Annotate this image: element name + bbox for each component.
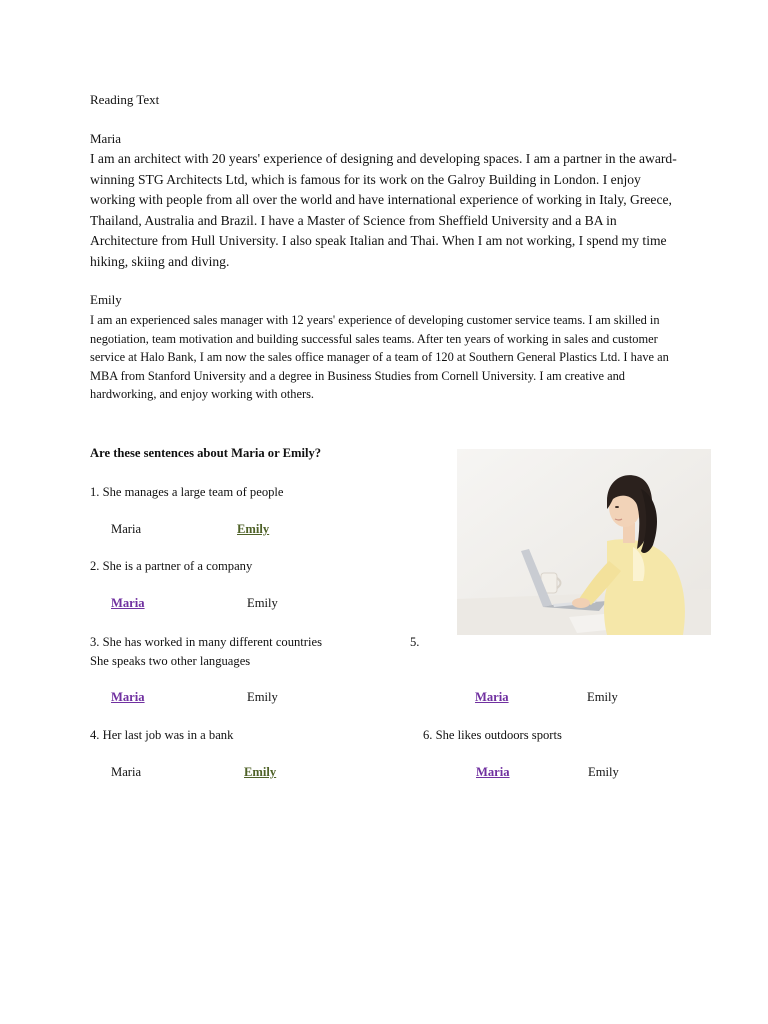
question-5-number: 5. bbox=[410, 635, 420, 649]
emily-paragraph: I am an experienced sales manager with 12 years' experience of developing customer service teams. I am skilled in negotiation, team motivation and building successful sales teams. After ten years of working in sales and customer service at Halo Bank, I am now the sales office manager of a team of 120 at Southern General Plastics Ltd. I have an MBA from Stanford University and a degree in Business Studies from Cornell University. I am creative and hardworking, and enjoy working with others. bbox=[90, 313, 669, 402]
q5-option-emily: Emily bbox=[587, 690, 618, 704]
q2-option-maria-answer: Maria bbox=[111, 596, 145, 610]
q1-option-emily-answer: Emily bbox=[237, 522, 270, 536]
q3-option-maria-answer: Maria bbox=[111, 690, 145, 704]
question-4: 4. Her last job was in a bank bbox=[90, 728, 234, 742]
woman-at-laptop-photo bbox=[457, 449, 711, 635]
q2-option-emily: Emily bbox=[247, 596, 278, 610]
question-1: 1. She manages a large team of people bbox=[90, 485, 284, 499]
question-5: She speaks two other languages bbox=[90, 654, 251, 668]
q6-option-maria-answer: Maria bbox=[476, 765, 510, 779]
woman-at-laptop-icon bbox=[457, 449, 711, 635]
maria-paragraph: I am an architect with 20 years' experience of designing and developing spaces. I am a partner in the award-winning STG Architects Ltd, which is famous for its work on the Galroy Building in London. I enjoy working with people from all over the world and have international experience of working in Italy, Greece, Thailand, Australia and Brazil. I have a Master of Science from Sheffield University and a BA in Architecture from Hull University. I also speak Italian and Thai. When I am not working, I spend my time hiking, skiing and diving. bbox=[90, 151, 677, 269]
q1-option-maria: Maria bbox=[111, 522, 142, 536]
maria-name: Maria bbox=[90, 131, 122, 146]
q3-option-emily: Emily bbox=[247, 690, 278, 704]
q4-option-emily-answer: Emily bbox=[244, 765, 277, 779]
q6-option-emily: Emily bbox=[588, 765, 619, 779]
emily-name: Emily bbox=[90, 292, 122, 307]
question-6: 6. She likes outdoors sports bbox=[423, 728, 562, 742]
question-2: 2. She is a partner of a company bbox=[90, 559, 253, 573]
question-3: 3. She has worked in many different countries bbox=[90, 635, 322, 649]
reading-title: Reading Text bbox=[90, 92, 160, 107]
exercise-heading: Are these sentences about Maria or Emily? bbox=[90, 446, 322, 460]
q4-option-maria: Maria bbox=[111, 765, 142, 779]
q5-option-maria-answer: Maria bbox=[475, 690, 509, 704]
